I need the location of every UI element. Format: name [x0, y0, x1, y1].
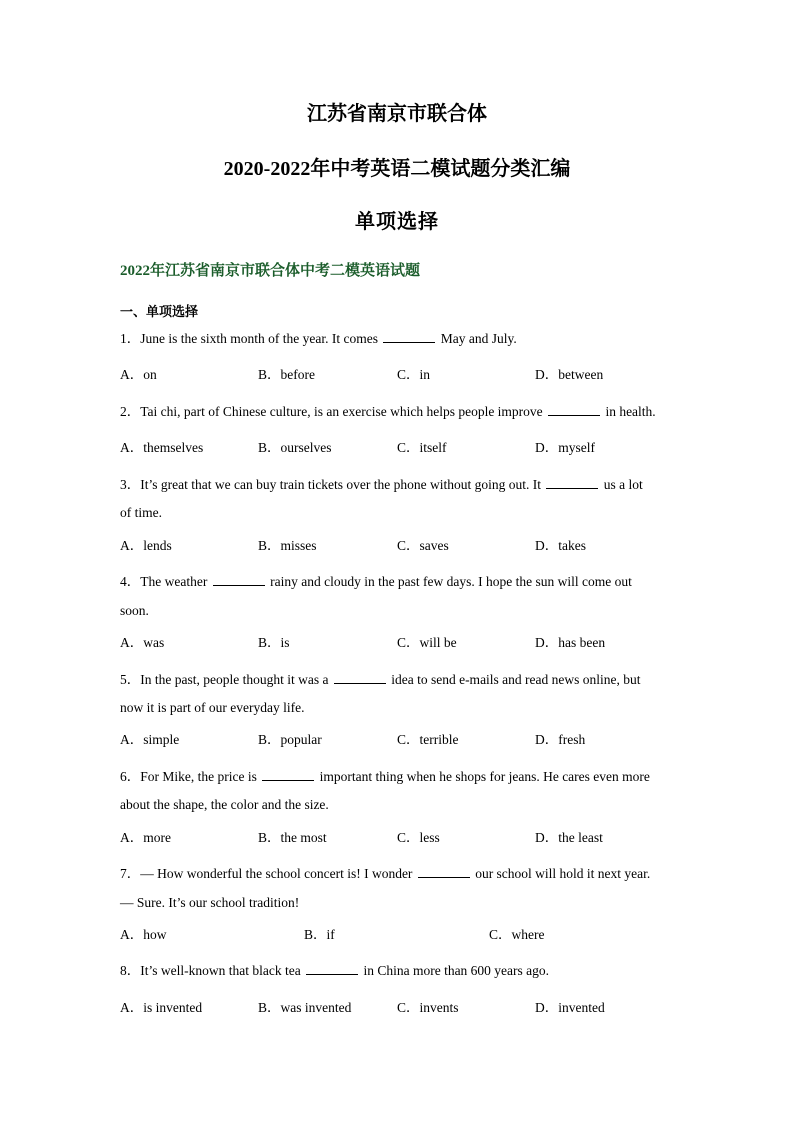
answer-blank — [306, 963, 358, 975]
question-3-options — [120, 534, 680, 554]
question-2-line-1 — [120, 400, 656, 420]
question-text: 6．For Mike, the price is — [120, 769, 261, 784]
answer-option-d: D．myself — [535, 440, 595, 455]
answer-option-a: A．themselves — [120, 440, 204, 455]
question-text: 5．In the past, people thought it was a — [120, 672, 332, 687]
question-text: rainy and cloudy in the past few days. I hope the sun will come out — [266, 574, 632, 589]
answer-option-c: C．terrible — [397, 732, 459, 747]
answer-blank — [262, 769, 314, 781]
question-2-options — [120, 436, 680, 456]
answer-blank — [548, 404, 600, 416]
answer-option-c: C．less — [397, 830, 440, 845]
question-text: 4．The weather — [120, 574, 211, 589]
document-title-line-1: 江苏省南京市联合体 — [307, 103, 487, 125]
answer-option-a: A．simple — [120, 732, 180, 747]
document-title-line-2: 2020-2022年中考英语二模试题分类汇编 — [223, 158, 571, 180]
answer-blank — [546, 477, 598, 489]
answer-blank — [334, 672, 386, 684]
answer-option-d: D．takes — [535, 538, 586, 553]
answer-blank — [418, 866, 470, 878]
answer-option-a: A．more — [120, 830, 171, 845]
answer-option-b: B．was invented — [258, 1000, 352, 1015]
question-text: 1．June is the sixth month of the year. It comes — [120, 331, 382, 346]
answer-blank — [383, 331, 435, 343]
question-text: us a lot — [600, 477, 643, 492]
question-text: 7．— How wonderful the school concert is! I wonder — [120, 866, 416, 881]
answer-option-a: A．on — [120, 367, 157, 382]
answer-option-d: D．has been — [535, 635, 606, 650]
question-8-options — [120, 996, 680, 1016]
question-text: soon. — [120, 603, 149, 618]
answer-option-c: C．invents — [397, 1000, 459, 1015]
question-text: our school will hold it next year. — [471, 866, 651, 881]
section-heading: 一、单项选择 — [120, 304, 199, 319]
answer-option-b: B．misses — [258, 538, 317, 553]
question-text: 8．It’s well-known that black tea — [120, 963, 305, 978]
question-6-options — [120, 826, 680, 846]
answer-option-c: C．itself — [397, 440, 447, 455]
answer-option-a: A．was — [120, 635, 165, 650]
question-8-line-1 — [120, 959, 549, 979]
answer-option-b: B．is — [258, 635, 290, 650]
question-text: in health. — [602, 404, 656, 419]
answer-option-d: D．the least — [535, 830, 603, 845]
question-text: now it is part of our everyday life. — [120, 700, 305, 715]
question-6-line-2 — [120, 797, 329, 813]
answer-option-b: B．before — [258, 367, 315, 382]
question-text: in China more than 600 years ago. — [360, 963, 550, 978]
answer-option-b: B．popular — [258, 732, 322, 747]
question-3-line-1 — [120, 473, 643, 493]
exam-subtitle: 2022年江苏省南京市联合体中考二模英语试题 — [120, 263, 421, 279]
document-title-line-3: 单项选择 — [355, 211, 439, 233]
question-4-line-2 — [120, 603, 149, 619]
question-4-options — [120, 631, 680, 651]
question-text: 2．Tai chi, part of Chinese culture, is an exercise which helps people improve — [120, 404, 547, 419]
answer-option-c: C．where — [489, 927, 545, 942]
question-5-line-1 — [120, 668, 641, 688]
question-text: May and July. — [437, 331, 517, 346]
answer-option-c: C．in — [397, 367, 431, 382]
question-4-line-1 — [120, 570, 632, 590]
question-5-options — [120, 728, 680, 748]
question-text: about the shape, the color and the size. — [120, 797, 329, 812]
question-1-line-1 — [120, 327, 517, 347]
question-1-options — [120, 363, 680, 383]
question-3-line-2 — [120, 505, 162, 521]
question-7-line-2 — [120, 895, 299, 911]
answer-option-c: C．saves — [397, 538, 449, 553]
question-7-options — [120, 923, 680, 943]
question-7-line-1 — [120, 862, 650, 882]
answer-option-d: D．between — [535, 367, 604, 382]
answer-option-a: A．is invented — [120, 1000, 203, 1015]
question-text: important thing when he shops for jeans. He cares even more — [316, 769, 650, 784]
question-6-line-1 — [120, 765, 650, 785]
answer-option-b: B．ourselves — [258, 440, 332, 455]
answer-option-d: D．fresh — [535, 732, 586, 747]
answer-blank — [213, 574, 265, 586]
question-text: — Sure. It’s our school tradition! — [120, 895, 300, 910]
answer-option-a: A．how — [120, 927, 167, 942]
question-5-line-2 — [120, 700, 304, 716]
answer-option-a: A．lends — [120, 538, 172, 553]
answer-option-b: B．the most — [258, 830, 327, 845]
answer-option-b: B．if — [304, 927, 335, 942]
question-text: 3．It’s great that we can buy train tickets over the phone without going out. It — [120, 477, 545, 492]
question-text: idea to send e-mails and read news online, but — [387, 672, 641, 687]
answer-option-d: D．invented — [535, 1000, 605, 1015]
question-text: of time. — [120, 505, 162, 520]
answer-option-c: C．will be — [397, 635, 457, 650]
